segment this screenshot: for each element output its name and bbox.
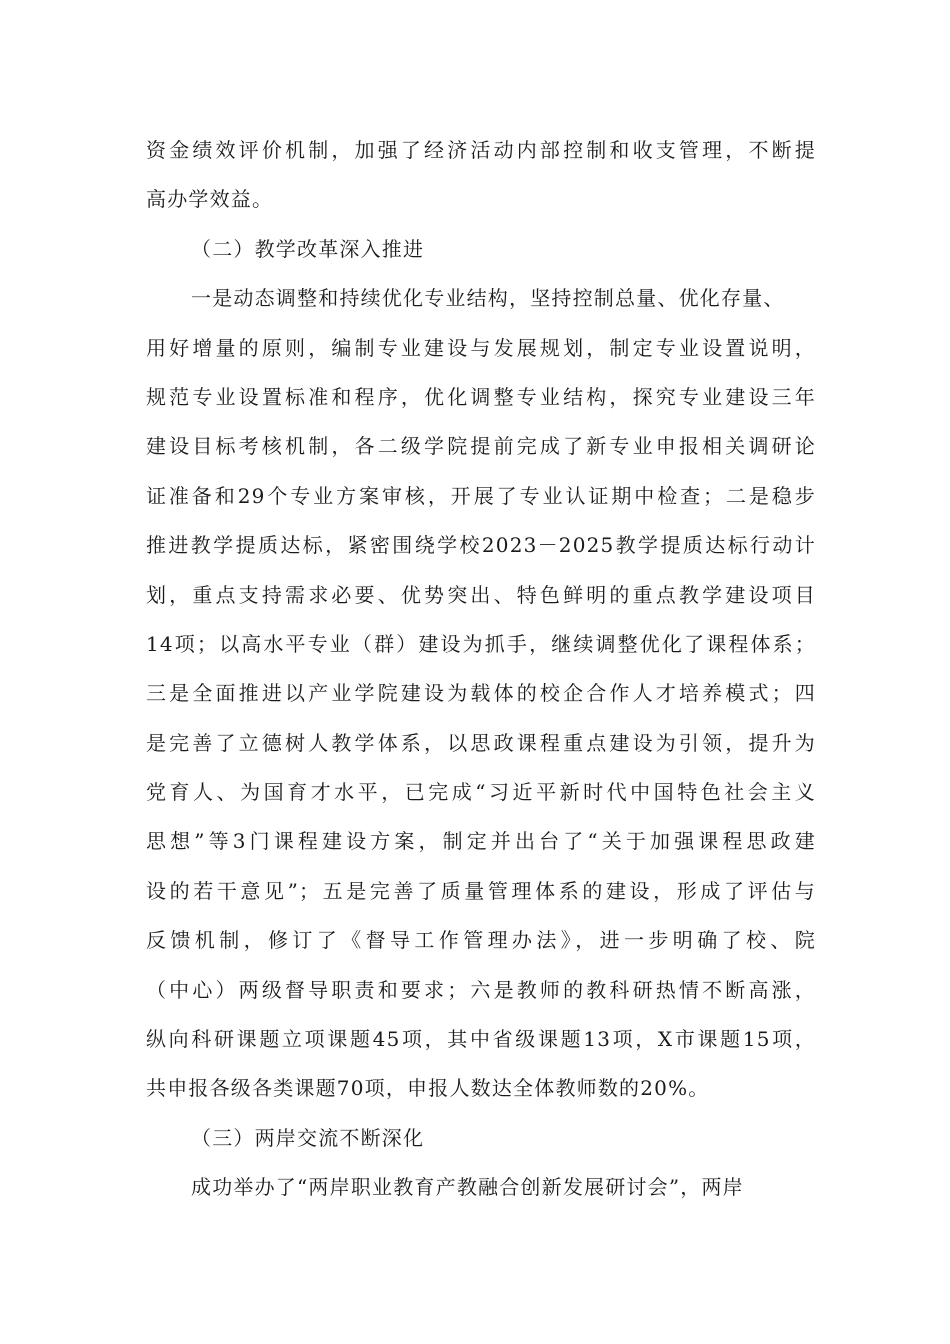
paragraph-line: 设的若干意见”；五是完善了质量管理体系的建设，形成了评估与 [146,878,816,903]
paragraph-line: 反馈机制，修订了《督导工作管理办法》，进一步明确了校、院 [146,928,816,953]
paragraph-line: 三是全面推进以产业学院建设为载体的校企合作人才培养模式；四 [146,681,816,706]
section-heading: （三）两岸交流不断深化 [191,1125,425,1150]
paragraph-line: 是完善了立德树人教学体系，以思政课程重点建设为引领，提升为 [146,730,816,755]
document-body [146,126,836,1213]
paragraph-line: 高办学效益。 [146,187,274,212]
paragraph-line: （中心）两级督导职责和要求；六是教师的教科研热情不断高涨， [146,977,816,1002]
paragraph-line: 用好增量的原则，编制专业建设与发展规划，制定专业设置说明， [146,335,816,360]
paragraph-line: 14项；以高水平专业（群）建设为抓手，继续调整优化了课程体系； [146,631,816,656]
paragraph-line: 建设目标考核机制，各二级学院提前完成了新专业申报相关调研论 [146,434,816,459]
paragraph-line: 思想”等3门课程建设方案，制定并出台了“关于加强课程思政建 [146,829,816,854]
paragraph-line: 资金绩效评价机制，加强了经济活动内部控制和收支管理，不断提 [146,138,816,162]
paragraph-line: 纵向科研课题立项课题45项，其中省级课题13项，X市课题15项， [146,1027,816,1052]
paragraph-line: 党育人、为国育才水平，已完成“习近平新时代中国特色社会主义 [146,780,816,805]
paragraph-line: 规范专业设置标准和程序，优化调整专业结构，探究专业建设三年 [146,384,816,409]
section-heading: （二）教学改革深入推进 [191,236,425,261]
paragraph-line: 一是动态调整和持续优化专业结构，坚持控制总量、优化存量、 [191,286,785,311]
paragraph-line: 划，重点支持需求必要、优势突出、特色鲜明的重点教学建设项目 [146,582,816,607]
paragraph-line: 共申报各级各类课题70项，申报人数达全体教师数的20%。 [146,1076,710,1101]
paragraph-line: 成功举办了“两岸职业教育产教融合创新发展研讨会”，两岸 [191,1175,744,1200]
paragraph-line: 推进教学提质达标，紧密围绕学校2023－2025教学提质达标行动计 [146,533,816,558]
paragraph-line: 证准备和29个专业方案审核，开展了专业认证期中检查；二是稳步 [146,483,816,508]
